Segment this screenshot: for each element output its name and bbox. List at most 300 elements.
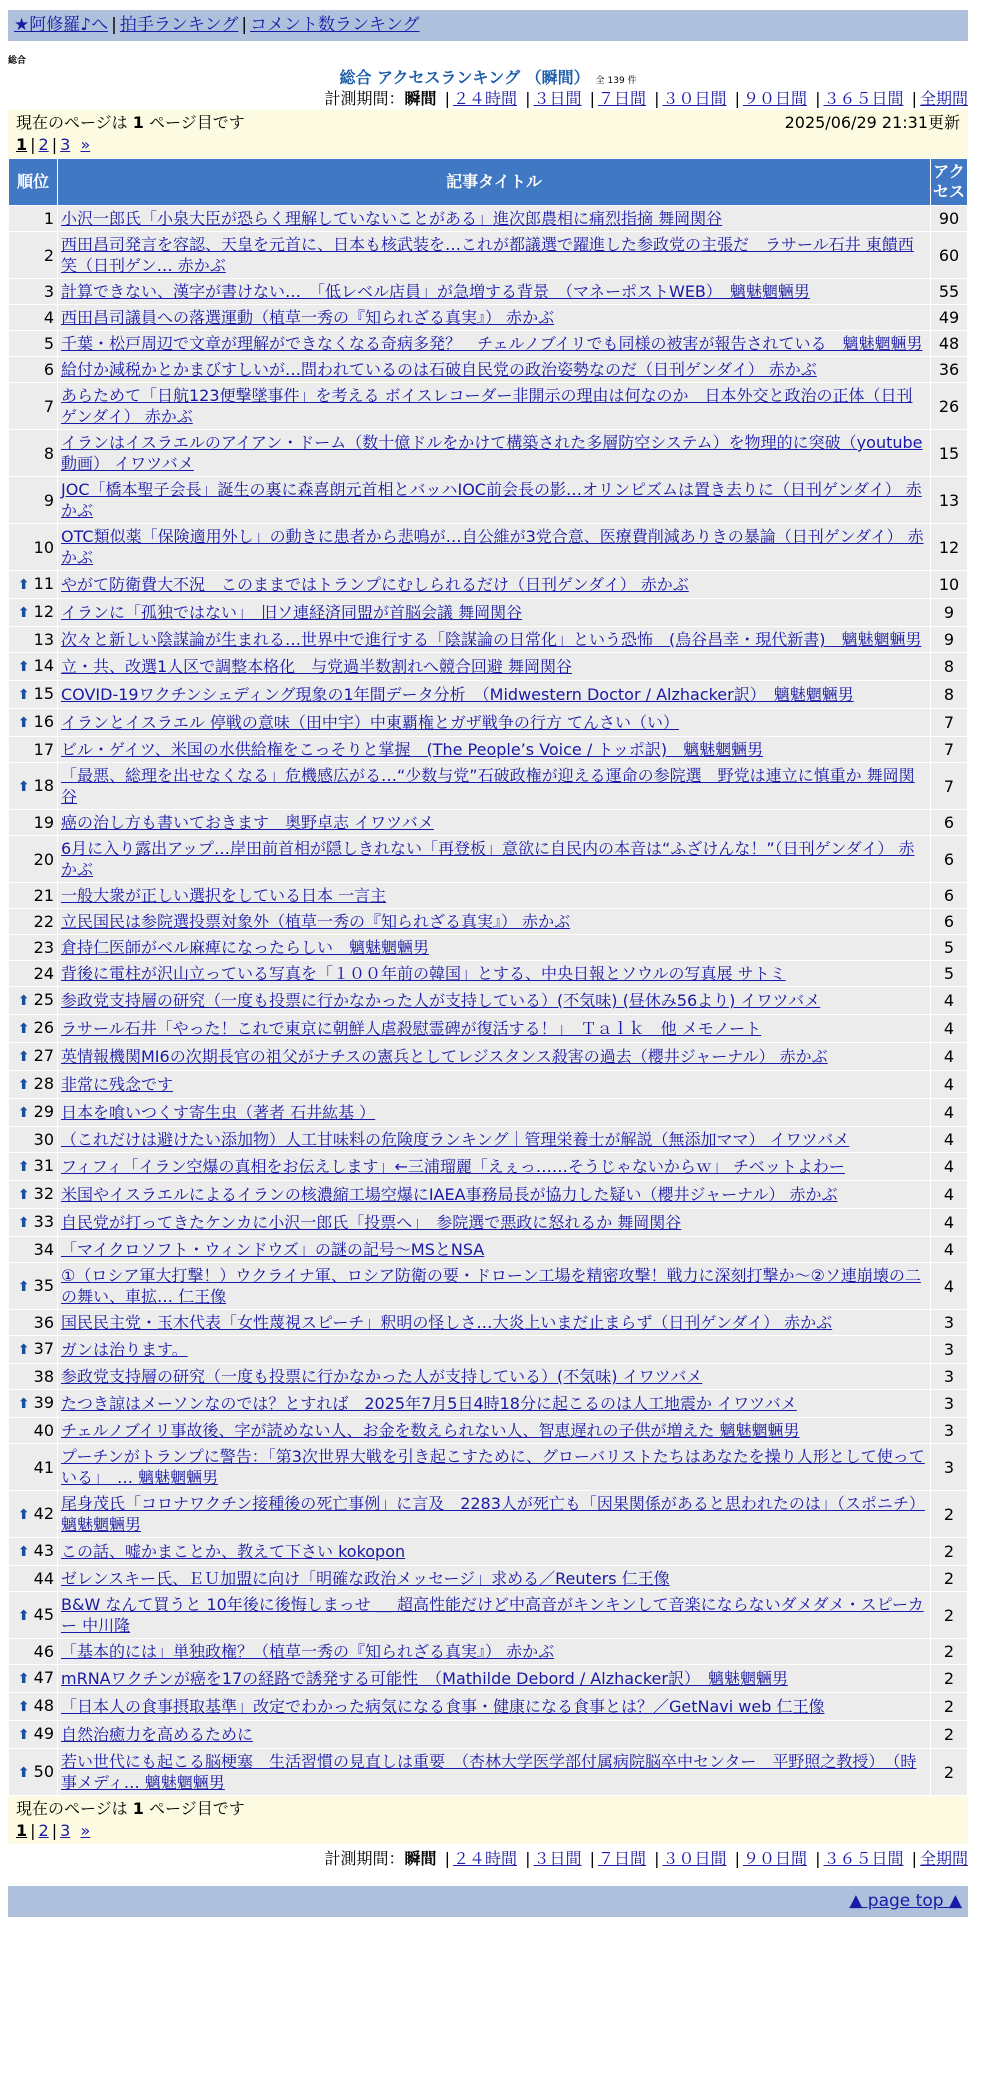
rank-cell (9, 763, 57, 809)
article-link[interactable]: 自民党が打ってきたケンカに小沢一郎氏「投票へ」 参院選で悪政に怒れるか 舞岡関谷 (61, 1213, 682, 1232)
table-row (9, 1444, 967, 1490)
table-row (9, 1364, 967, 1389)
rank-number: 19 (33, 813, 54, 832)
nav-link-comment-ranking[interactable]: コメント数ランキング (250, 15, 420, 35)
access-count: 7 (931, 737, 967, 762)
rank-number: 27 (33, 1046, 54, 1065)
title-cell (58, 331, 930, 356)
article-link[interactable]: ガンは治ります。 (61, 1340, 188, 1359)
access-count: 48 (931, 331, 967, 356)
access-count: 7 (931, 763, 967, 809)
title-cell (58, 681, 930, 708)
article-link[interactable]: 西田昌司発言を容認、天皇を元首に、日本も核武装を…これが都議選で躍進した参政党の主張だ ラサール石井 東饋西笑（日刊ゲン… 赤かぶ (61, 235, 914, 275)
article-link[interactable]: 英情報機関MI6の次期長官の祖父がナチスの憲兵としてレジスタンス殺害の過去（櫻井ジャーナル） 赤かぶ (61, 1047, 828, 1066)
title-cell (58, 810, 930, 835)
title-cell (58, 1043, 930, 1070)
rank-cell (9, 709, 57, 736)
page-link-2[interactable]: 2 (38, 135, 49, 154)
rank-number: 42 (33, 1503, 54, 1523)
rank-number: 50 (33, 1761, 54, 1781)
rank-up-arrow-icon: ⬆ (17, 1342, 30, 1358)
table-row (9, 1566, 967, 1591)
period-link-all[interactable]: 全期間 (919, 89, 968, 108)
access-count: 2 (931, 1749, 967, 1795)
rank-cell (9, 1099, 57, 1126)
article-link[interactable]: 小沢一郎氏「小泉大臣が恐らく理解していないことがある」進次郎農相に痛烈指摘 舞岡関谷 (61, 209, 723, 228)
period-label: 計測期間： (324, 89, 405, 108)
rank-number: 20 (33, 849, 54, 869)
rank-cell (9, 737, 57, 762)
period-selector: 計測期間：瞬間 | ２４時間 | ３日間 | ７日間 | ３０日間 | ９０日間 | ３６５日間 | 全期間 (324, 89, 968, 108)
title-cell (58, 232, 930, 278)
article-link[interactable]: 自然治癒力を高めるために (61, 1725, 254, 1744)
rank-cell (9, 1665, 57, 1692)
access-count: 5 (931, 961, 967, 986)
page-link-3[interactable]: 3 (60, 1821, 71, 1840)
rank-up-arrow-icon: ⬆ (17, 1544, 30, 1560)
table-header (9, 159, 967, 205)
table-row (9, 1538, 967, 1565)
rank-cell (9, 909, 57, 934)
nav-link-applause-ranking[interactable]: 拍手ランキング (119, 15, 239, 35)
rank-up-arrow-icon: ⬆ (17, 1077, 30, 1093)
article-link[interactable]: やがて防衛費大不況 このままではトランプにむしられるだけ（日刊ゲンダイ） 赤かぶ (61, 575, 689, 594)
article-link[interactable]: フィフィ「イラン空爆の真相をお伝えします」←三浦瑠麗「えぇっ……そうじゃないからｗ」 チベットよわー (61, 1157, 845, 1176)
title-cell (58, 909, 930, 934)
rank-cell (9, 1153, 57, 1180)
rank-number: 39 (33, 1393, 54, 1412)
rank-number: 14 (33, 656, 54, 675)
rank-cell (9, 1721, 57, 1748)
rank-up-arrow-icon: ⬆ (17, 605, 30, 621)
article-link[interactable]: OTC類似薬「保険適用外し」の動きに患者から悲鳴が…自公維が3党合意、医療費削減ありきの暴論（日刊ゲンダイ） 赤かぶ (61, 527, 924, 567)
rank-number: 21 (33, 886, 54, 905)
table-row (9, 1015, 967, 1042)
rank-up-arrow-icon: ⬆ (17, 993, 30, 1009)
article-link[interactable]: 「マイクロソフト・ウィンドウズ」の謎の記号～MSとNSA (61, 1240, 485, 1259)
access-count: 3 (931, 1336, 967, 1363)
title-cell (58, 1153, 930, 1180)
rank-cell (9, 1693, 57, 1720)
page-title: 総合 アクセスランキング （瞬間） (339, 68, 590, 87)
article-link[interactable]: 一般大衆が正しい選択をしている日本 一言主 (61, 886, 387, 905)
header-title: 記事タイトル (58, 159, 930, 205)
rank-up-arrow-icon: ⬆ (17, 778, 30, 795)
title-cell (58, 1364, 930, 1389)
rank-cell (9, 935, 57, 960)
rank-number: 28 (33, 1074, 54, 1093)
rank-cell (9, 961, 57, 986)
table-row (9, 477, 967, 523)
rank-number: 34 (33, 1240, 54, 1259)
access-count: 4 (931, 987, 967, 1014)
page-link-2[interactable]: 2 (38, 1821, 49, 1840)
rank-number: 10 (33, 537, 54, 557)
rank-cell (9, 599, 57, 626)
access-count: 3 (931, 1444, 967, 1490)
table-row (9, 1209, 967, 1236)
rank-number: 30 (33, 1130, 54, 1149)
article-link[interactable]: イランはイスラエルのアイアン・ドーム（数十億ドルをかけて構築された多層防空システム）を物理的に突破（youtube動画） イワツバメ (61, 433, 923, 473)
rank-cell (9, 1237, 57, 1262)
article-link[interactable]: 癌の治し方も書いておきます 奥野卓志 イワツバメ (61, 813, 434, 832)
header-rank: 順位 (9, 159, 57, 205)
period-link-365d[interactable]: ３６５日間 (823, 89, 904, 108)
title-cell (58, 987, 930, 1014)
article-link[interactable]: 尾身茂氏「コロナワクチン接種後の死亡事例」に言及 2283人が死亡も「因果関係があると思われたのは」（スポニチ） 魑魅魍魎男 (61, 1494, 925, 1534)
page-next[interactable]: » (80, 1821, 91, 1840)
article-link[interactable]: たつき諒はメーソンなのでは？とすれば 2025年7月5日4時18分に起こるのは人工地震か イワツバメ (61, 1394, 797, 1413)
table-row (9, 1181, 967, 1208)
rank-cell (9, 1181, 57, 1208)
period-selector-bottom: 計測期間：瞬間 | ２４時間 | ３日間 | ７日間 | ３０日間 | ９０日間 | ３６５日間 | 全期間 (324, 1849, 968, 1868)
table-row (9, 1592, 967, 1638)
title-cell (58, 961, 930, 986)
rank-number: 29 (33, 1102, 54, 1121)
access-count: 9 (931, 627, 967, 652)
table-row (9, 599, 967, 626)
pager-bottom: 現在のページは 1 ページ目です 1 | 2 | 3 » (8, 1796, 968, 1844)
table-row (9, 653, 967, 680)
table-row (9, 1693, 967, 1720)
title-cell (58, 1693, 930, 1720)
page-next[interactable]: » (80, 135, 91, 154)
rank-cell (9, 653, 57, 680)
access-count: 2 (931, 1693, 967, 1720)
access-count: 12 (931, 524, 967, 570)
article-link[interactable]: この話、嘘かまことか、教えて下さい kokopon (61, 1542, 406, 1561)
access-count: 2 (931, 1721, 967, 1748)
article-link[interactable]: 米国やイスラエルによるイランの核濃縮工場空爆にIAEA事務局長が協力した疑い（櫻井ジャーナル） 赤かぶ (61, 1185, 838, 1204)
title-cell (58, 599, 930, 626)
rank-number: 1 (43, 209, 54, 228)
title-cell (58, 883, 930, 908)
period-current: 瞬間 (404, 1849, 437, 1868)
rank-cell (9, 1418, 57, 1443)
nav-link-asyura[interactable]: ★阿修羅♪へ (14, 15, 109, 35)
table-row (9, 331, 967, 356)
rank-up-arrow-icon: ⬆ (17, 1049, 30, 1065)
rank-cell (9, 1566, 57, 1591)
article-link[interactable]: 「日本人の食事摂取基準」改定でわかった病気になる食事・健康になる食事とは？／GetNavi web 仁王像 (61, 1697, 825, 1716)
rank-up-arrow-icon: ⬆ (17, 1396, 30, 1412)
access-count: 4 (931, 1263, 967, 1309)
title-cell (58, 737, 930, 762)
period-link-24h[interactable]: ２４時間 (452, 1849, 517, 1868)
access-count: 6 (931, 810, 967, 835)
access-count: 10 (931, 571, 967, 598)
title-cell (58, 477, 930, 523)
rank-up-arrow-icon: ⬆ (17, 1699, 30, 1715)
period-current: 瞬間 (404, 89, 437, 108)
page-link-3[interactable]: 3 (60, 135, 71, 154)
page-status: 現在のページは 1 ページ目です (16, 1799, 245, 1818)
period-link-30d[interactable]: ３０日間 (662, 89, 727, 108)
access-count: 4 (931, 1181, 967, 1208)
article-link[interactable]: あらためて「日航123便撃墜事件」を考える ボイスレコーダー非開示の理由は何なのか 日本外交と政治の正体（日刊ゲンダイ） 赤かぶ (61, 386, 913, 426)
table-row (9, 1043, 967, 1070)
access-count: 4 (931, 1015, 967, 1042)
access-count: 2 (931, 1592, 967, 1638)
rank-cell (9, 681, 57, 708)
article-link[interactable]: mRNAワクチンが癌を17の経路で誘発する可能性 （Mathilde Debord / Alzhacker訳） 魑魅魍魎男 (61, 1669, 788, 1688)
rank-number: 36 (33, 1313, 54, 1332)
title-cell (58, 836, 930, 882)
access-count: 3 (931, 1364, 967, 1389)
period-link-3d[interactable]: ３日間 (533, 1849, 582, 1868)
table-row (9, 1263, 967, 1309)
page-status: 現在のページは 1 ページ目です (16, 113, 245, 132)
table-row (9, 1491, 967, 1537)
period-link-90d[interactable]: ９０日間 (742, 89, 807, 108)
table-row (9, 357, 967, 382)
rank-cell (9, 987, 57, 1014)
title-cell (58, 1639, 930, 1664)
article-link[interactable]: 国民民主党・玉木代表「女性蔑視スピーチ」釈明の怪しさ…大炎上いまだ止まらず（日刊ゲンダイ） 赤かぶ (61, 1313, 833, 1332)
title-cell (58, 1390, 930, 1417)
rank-number: 46 (33, 1642, 54, 1661)
rank-number: 16 (33, 712, 54, 731)
rank-cell (9, 1310, 57, 1335)
title-cell (58, 1099, 930, 1126)
rank-cell (9, 1364, 57, 1389)
rank-cell (9, 1639, 57, 1664)
rank-cell (9, 477, 57, 523)
table-row (9, 571, 967, 598)
table-row (9, 961, 967, 986)
title-cell (58, 206, 930, 231)
table-row (9, 1310, 967, 1335)
ranking-table (8, 158, 968, 1796)
title-cell (58, 1181, 930, 1208)
article-link[interactable]: 「最悪、総理を出せなくなる」危機感広がる…“少数与党”石破政権が迎える運命の参院選 野党は連立に慎重か 舞岡関谷 (61, 766, 915, 806)
article-link[interactable]: COVID-19ワクチンシェディング現象の1年間データ分析 （Midwestern Doctor / Alzhacker訳） 魑魅魍魎男 (61, 685, 854, 704)
rank-up-arrow-icon: ⬆ (17, 715, 30, 731)
table-row (9, 305, 967, 330)
article-link[interactable]: 6月に入り露出アップ…岸田前首相が隠しきれない「再登板」意欲に自民内の本音は“ふざけんな！”（日刊ゲンダイ） 赤かぶ (61, 839, 915, 879)
article-link[interactable]: 「基本的には」単独政権？（植草一秀の『知られざる真実』） 赤かぶ (61, 1642, 555, 1661)
rank-up-arrow-icon: ⬆ (17, 577, 30, 593)
period-link-30d[interactable]: ３０日間 (662, 1849, 727, 1868)
table-row (9, 430, 967, 476)
access-count: 4 (931, 1099, 967, 1126)
access-count: 90 (931, 206, 967, 231)
table-row (9, 935, 967, 960)
rank-cell (9, 357, 57, 382)
table-body (9, 206, 967, 1795)
article-link[interactable]: ビル・ゲイツ、米国の水供給権をこっそりと掌握 (The People’s Voice / トッポ訳) 魑魅魍魎男 (61, 740, 764, 759)
access-count: 3 (931, 1390, 967, 1417)
article-link[interactable]: （これだけは避けたい添加物）人工甘味料の危険度ランキング｜管理栄養士が解説（無添加ママ） イワツバメ (61, 1130, 850, 1149)
article-link[interactable]: 倉持仁医師がベル麻痺になったらしい 魑魅魍魎男 (61, 938, 430, 957)
access-count: 49 (931, 305, 967, 330)
table-row (9, 1639, 967, 1664)
article-link[interactable]: ゼレンスキー氏、ＥＵ加盟に向け「明確な政治メッセージ」求める／Reuters 仁王像 (61, 1569, 670, 1588)
table-row (9, 1071, 967, 1098)
article-link[interactable]: イランに「孤独ではない」 旧ソ連経済同盟が首脳会議 舞岡関谷 (61, 603, 523, 622)
title-cell (58, 709, 930, 736)
title-cell (58, 1418, 930, 1443)
period-link-all[interactable]: 全期間 (919, 1849, 968, 1868)
title-cell (58, 1538, 930, 1565)
table-row (9, 627, 967, 652)
table-row (9, 1749, 967, 1795)
table-row (9, 763, 967, 809)
title-cell (58, 430, 930, 476)
rank-number: 37 (33, 1339, 54, 1358)
article-link[interactable]: 非常に残念です (61, 1075, 174, 1094)
article-link[interactable]: JOC「橋本聖子会長」誕生の裏に森喜朗元首相とバッハIOC前会長の影…オリンピズムは置き去りに（日刊ゲンダイ） 赤かぶ (61, 480, 922, 520)
title-cell (58, 1263, 930, 1309)
title-cell (58, 1209, 930, 1236)
rank-up-arrow-icon: ⬆ (17, 1607, 30, 1624)
table-row (9, 1336, 967, 1363)
article-link[interactable]: 参政党支持層の研究（一度も投票に行かなかった人が支持している）(不気味) (昼休み56より) イワツバメ (61, 991, 821, 1010)
article-link[interactable]: 日本を喰いつくす寄生虫（著者 石井紘基 ） (61, 1103, 376, 1122)
rank-number: 35 (33, 1275, 54, 1295)
rank-number: 33 (33, 1212, 54, 1231)
rank-number: 40 (33, 1421, 54, 1440)
rank-cell (9, 1444, 57, 1490)
article-link[interactable]: 参政党支持層の研究（一度も投票に行かなかった人が支持している）(不気味) イワツバメ (61, 1367, 703, 1386)
title-cell (58, 1444, 930, 1490)
access-count: 13 (931, 477, 967, 523)
access-count: 6 (931, 909, 967, 934)
article-link[interactable]: 計算できない、漢字が書けない… 「低レベル店員」が急増する背景 （マネーポストWEB） 魑魅魍魎男 (61, 282, 810, 301)
table-row (9, 1721, 967, 1748)
article-link[interactable]: 若い世代にも起こる脳梗塞 生活習慣の見直しは重要 （杏林大学医学部付属病院脳卒中センター 平野照之教授） （時事メディ… 魑魅魍魎男 (61, 1752, 917, 1792)
title-cell (58, 935, 930, 960)
table-row (9, 1237, 967, 1262)
rank-up-arrow-icon: ⬆ (17, 659, 30, 675)
rank-number: 38 (33, 1367, 54, 1386)
rank-number: 12 (33, 602, 54, 621)
access-count: 5 (931, 935, 967, 960)
rank-number: 5 (43, 334, 54, 353)
table-row (9, 737, 967, 762)
period-link-24h[interactable]: ２４時間 (452, 89, 517, 108)
access-count: 7 (931, 709, 967, 736)
article-link[interactable]: チェルノブイリ事故後、字が読めない人、お金を数えられない人、智恵遅れの子供が増えた 魑魅魍魎男 (61, 1421, 800, 1440)
rank-number: 41 (33, 1457, 54, 1477)
period-link-7d[interactable]: ７日間 (597, 1849, 646, 1868)
rank-number: 7 (43, 396, 54, 416)
article-link[interactable]: プーチンがトランプに警告：「第3次世界大戦を引き起こすために、グローバリストたちはあなたを操り人形として使っている」 … 魑魅魍魎男 (61, 1447, 925, 1487)
article-link[interactable]: 立・共、改選1人区で調整本格化 与党過半数割れへ競合回避 舞岡関谷 (61, 657, 572, 676)
rank-number: 32 (33, 1184, 54, 1203)
page-top-link[interactable]: ▲ page top ▲ (849, 1891, 962, 1911)
table-row (9, 1153, 967, 1180)
table-row (9, 232, 967, 278)
article-link[interactable]: 千葉・松戸周辺で文章が理解ができなくなる奇病多発？ チェルノブイリでも同様の被害が報告されている 魑魅魍魎男 (61, 334, 923, 353)
rank-number: 43 (33, 1541, 54, 1560)
article-link[interactable]: 次々と新しい陰謀論が生まれる…世界中で進行する「陰謀論の日常化」という恐怖 (烏谷昌幸・現代新書) 魑魅魍魎男 (61, 630, 922, 649)
rank-cell (9, 810, 57, 835)
period-link-3d[interactable]: ３日間 (533, 89, 582, 108)
table-row (9, 883, 967, 908)
rank-cell (9, 1127, 57, 1152)
article-link[interactable]: 給付か減税かとかまびすしいが…問われているのは石破自民党の政治姿勢なのだ（日刊ゲンダイ） 赤かぶ (61, 360, 817, 379)
rank-number: 45 (33, 1604, 54, 1624)
rank-cell (9, 1209, 57, 1236)
rank-number: 49 (33, 1724, 54, 1743)
rank-up-arrow-icon: ⬆ (17, 1671, 30, 1687)
updated-time: 2025/06/29 21:31更新 (784, 113, 960, 132)
period-link-90d[interactable]: ９０日間 (742, 1849, 807, 1868)
article-link[interactable]: 西田昌司議員への落選運動（植草一秀の『知られざる真実』） 赤かぶ (61, 308, 555, 327)
period-link-365d[interactable]: ３６５日間 (823, 1849, 904, 1868)
article-link[interactable]: ラサール石井「やった！これで東京に朝鮮人虐殺慰霊碑が復活する！」 Ｔａｌｋ 他 メモノート (61, 1019, 762, 1038)
title-cell (58, 1336, 930, 1363)
table-row (9, 1418, 967, 1443)
page-current: 1 (16, 135, 28, 154)
access-count: 8 (931, 653, 967, 680)
rank-cell (9, 1263, 57, 1309)
title-cell (58, 524, 930, 570)
access-count: 3 (931, 1418, 967, 1443)
period-link-7d[interactable]: ７日間 (597, 89, 646, 108)
access-count: 9 (931, 599, 967, 626)
rank-up-arrow-icon: ⬆ (17, 1159, 30, 1175)
title-cell (58, 1721, 930, 1748)
access-count: 4 (931, 1209, 967, 1236)
title-cell (58, 1749, 930, 1795)
title-cell (58, 279, 930, 304)
title-cell (58, 571, 930, 598)
title-cell (58, 357, 930, 382)
rank-cell (9, 383, 57, 429)
table-row (9, 1390, 967, 1417)
access-count: 26 (931, 383, 967, 429)
access-count: 8 (931, 681, 967, 708)
title-cell (58, 763, 930, 809)
rank-cell (9, 232, 57, 278)
access-count: 2 (931, 1491, 967, 1537)
rank-cell (9, 1071, 57, 1098)
table-row (9, 206, 967, 231)
rank-up-arrow-icon: ⬆ (17, 1021, 30, 1037)
access-count: 4 (931, 1071, 967, 1098)
article-link[interactable]: 立民国民は参院選投票対象外（植草一秀の『知られざる真実』） 赤かぶ (61, 912, 571, 931)
access-count: 6 (931, 836, 967, 882)
rank-number: 2 (43, 245, 54, 265)
rank-up-arrow-icon: ⬆ (17, 1215, 30, 1231)
title-cell (58, 1015, 930, 1042)
table-row (9, 1099, 967, 1126)
table-row (9, 1127, 967, 1152)
rank-up-arrow-icon: ⬆ (17, 1764, 30, 1781)
table-row (9, 524, 967, 570)
article-link[interactable]: B&W なんて買うと 10年後に後悔しまっせ ＿ 超高性能だけど中高音がキンキンして音楽にならないダメダメ・スピーカー 中川隆 (61, 1595, 924, 1635)
rank-number: 47 (33, 1668, 54, 1687)
article-link[interactable]: 背後に電柱が沢山立っている写真を「１００年前の韓国」とする、中央日報とソウルの写真展 サトミ (61, 964, 786, 983)
header-count: アクセス (931, 159, 967, 205)
title-cell (58, 1665, 930, 1692)
footer-bar (8, 1886, 968, 1917)
rank-number: 23 (33, 938, 54, 957)
access-count: 4 (931, 1043, 967, 1070)
title-cell (58, 305, 930, 330)
article-link[interactable]: イランとイスラエル 停戦の意味（田中宇）中東覇権とガザ戦争の行方 てんさい（い） (61, 713, 680, 732)
rank-cell (9, 1015, 57, 1042)
rank-cell (9, 836, 57, 882)
title-cell (58, 1592, 930, 1638)
article-link[interactable]: ①（ロシア軍大打撃！）ウクライナ軍、ロシア防衛の要・ドローン工場を精密攻撃！戦力に深刻打撃か～②ソ連崩壊の二の舞い、車拡… 仁王像 (61, 1266, 921, 1306)
title-cell (58, 1127, 930, 1152)
access-count: 3 (931, 1310, 967, 1335)
rank-cell (9, 1336, 57, 1363)
rank-cell (9, 1491, 57, 1537)
